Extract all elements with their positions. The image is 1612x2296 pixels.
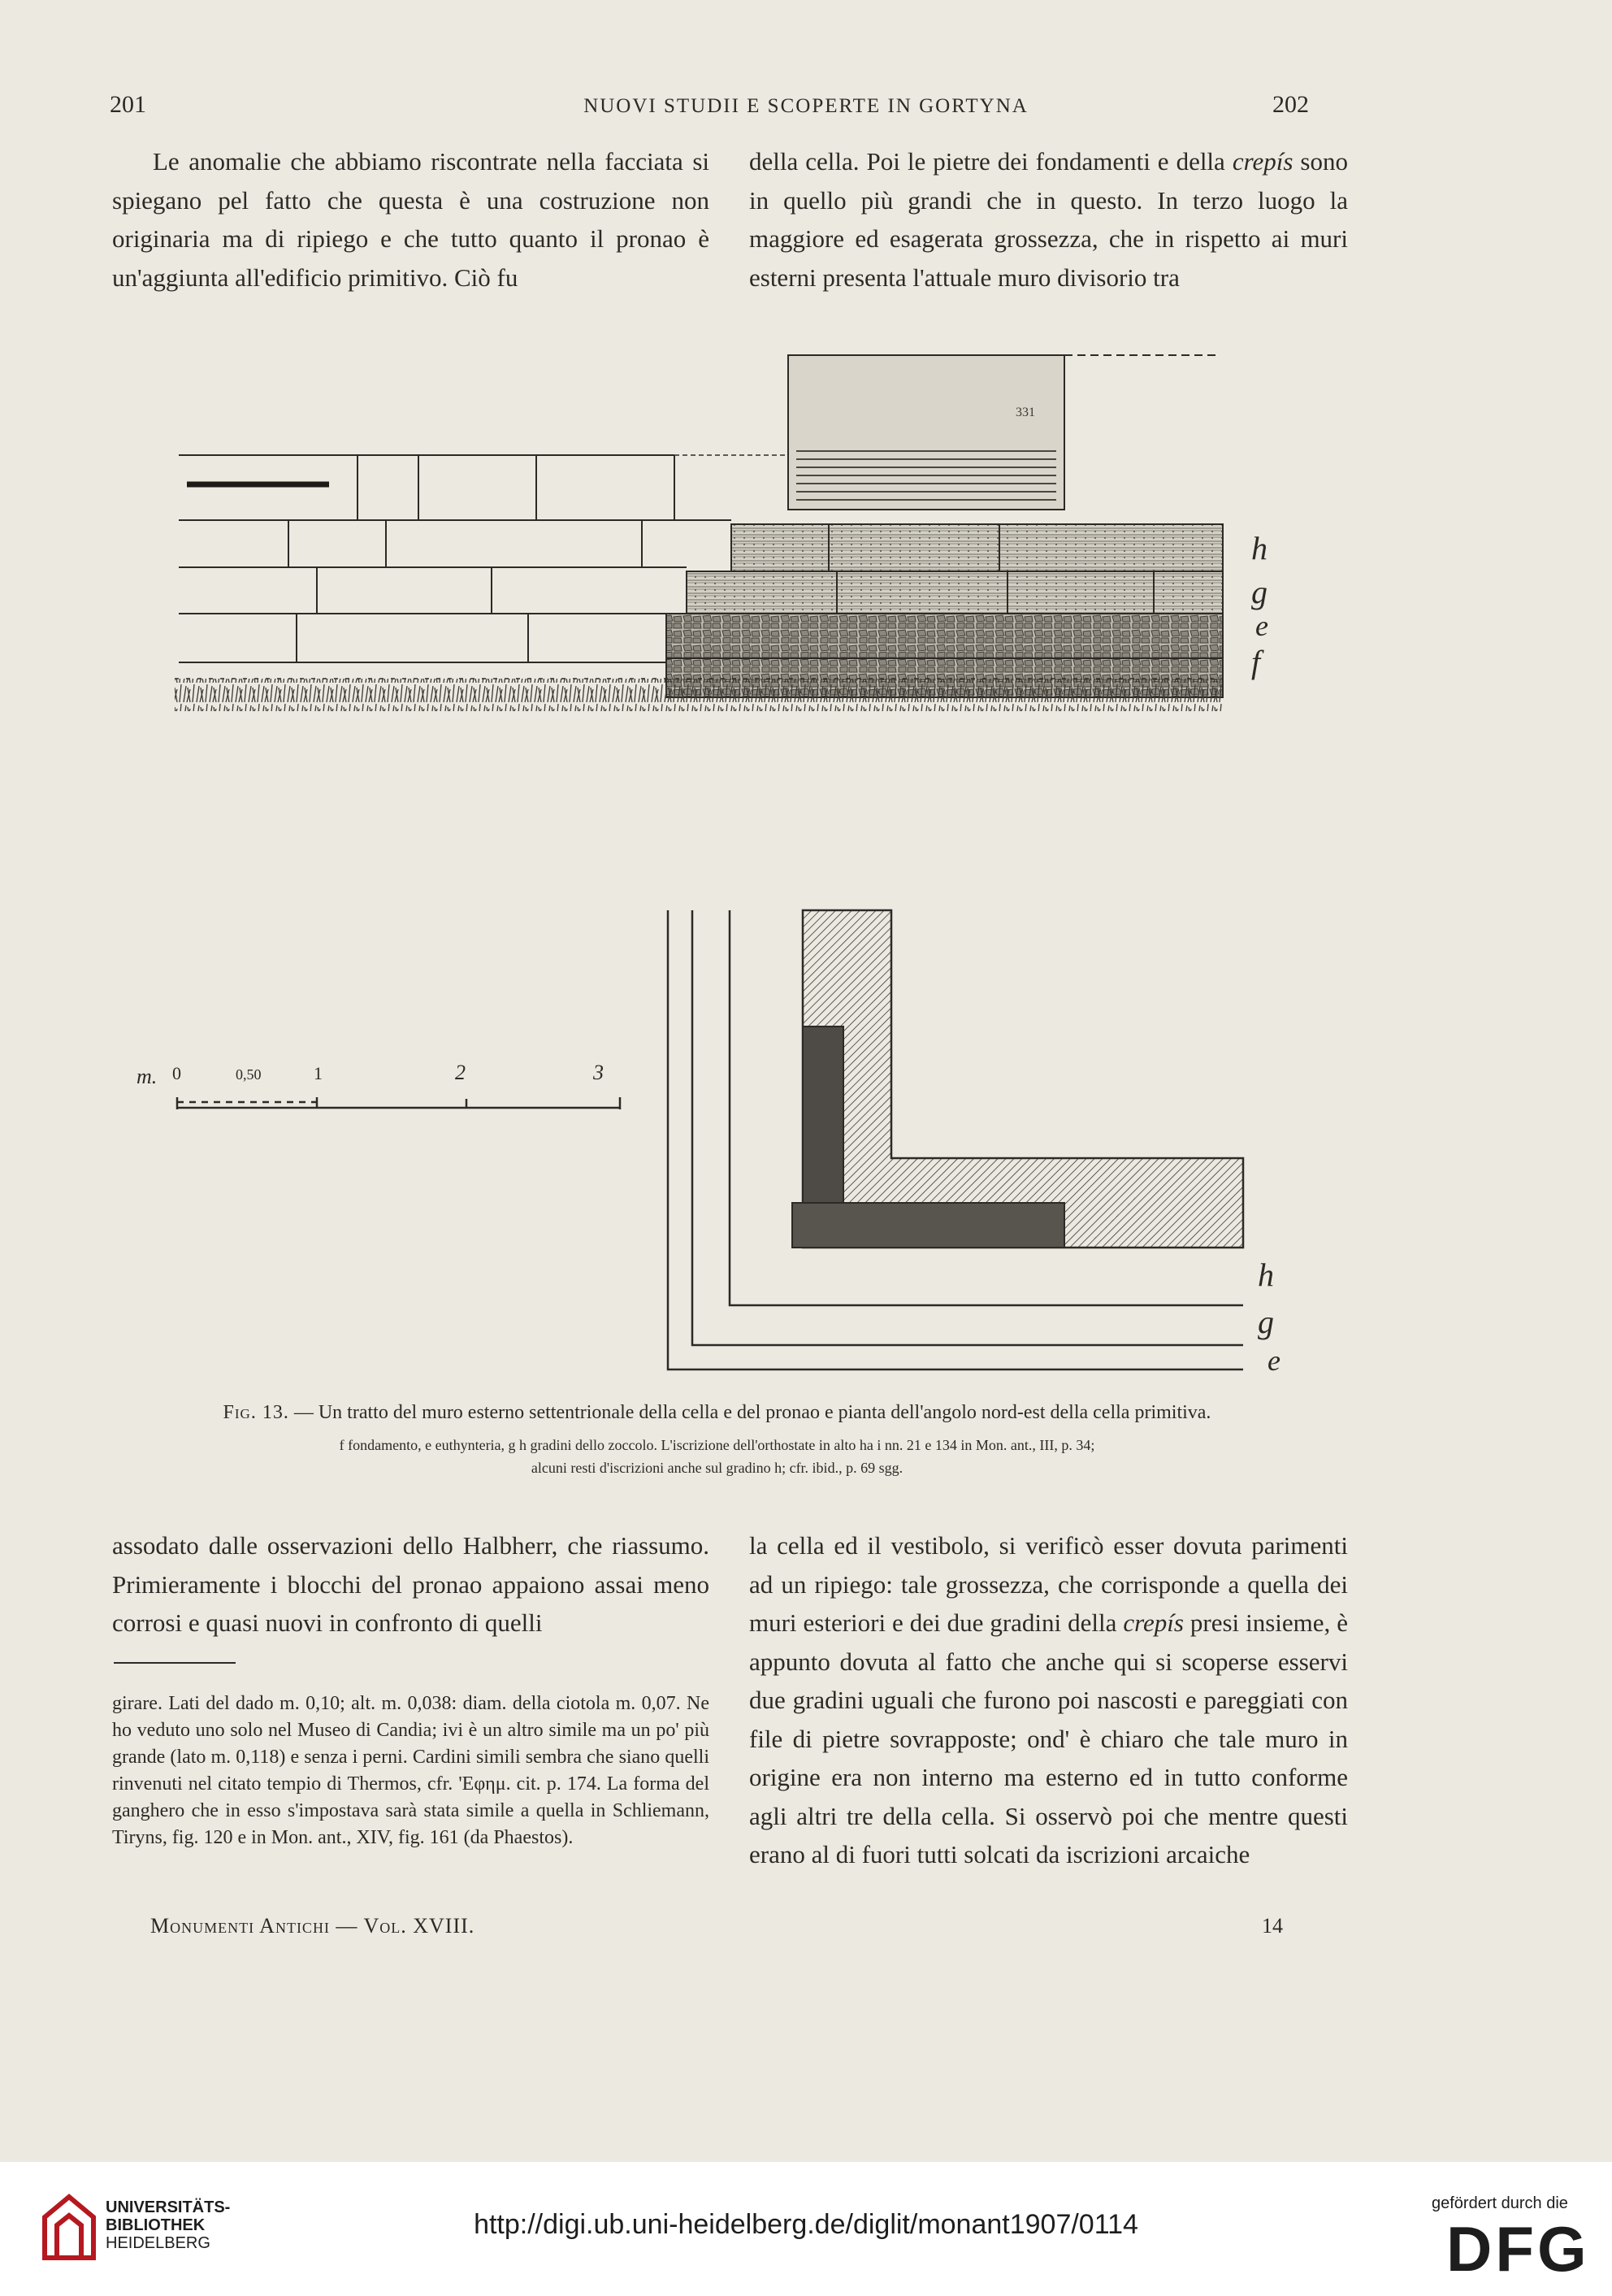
running-title: NUOVI STUDII E SCOPERTE IN GORTYNA: [583, 95, 1029, 117]
library-line: HEIDELBERG: [106, 2234, 210, 2252]
text-run: la cella ed il vestibolo, si verificò esser dovuta parimenti ad un ripiego: tale grossezza, che corrisponde a quella dei muri esteriori e dei due gradini della: [749, 1531, 1348, 1637]
funded-by-label: gefördert durch die: [1432, 2194, 1568, 2212]
step-block: [792, 1203, 1064, 1248]
course-g: [687, 571, 1223, 614]
digitization-url[interactable]: http://digi.ub.uni-heidelberg.de/diglit/monant1907/0114: [474, 2209, 1138, 2240]
plan-drawing: [668, 910, 1280, 1377]
top-right-column: [749, 142, 1348, 297]
scale-tick-1: 1: [314, 1063, 323, 1083]
inscription-lines: [796, 451, 1056, 500]
text-run: sono in quello più grandi che in questo. In terzo luogo la maggiore ed esagerata grossezza, che in rispetto ai muri esterni presenta l'attuale muro divisorio tra: [749, 147, 1348, 292]
label-plan-g: g: [1258, 1304, 1274, 1340]
scale-bar: [136, 1061, 620, 1109]
scale-unit: m.: [136, 1065, 158, 1088]
caption-label: Fig. 13.: [223, 1402, 289, 1423]
dfg-logo: DFG: [1446, 2213, 1590, 2285]
ground-grass: [175, 679, 1223, 711]
course-h: [731, 524, 1223, 571]
italic-term: crepís: [1232, 147, 1294, 176]
caption-title: — Un tratto del muro esterno settentrionale della cella e del pronao e pianta dell'angolo nord-est della cella primitiva.: [293, 1402, 1211, 1423]
bottom-right-column: [749, 1526, 1348, 1874]
wall-hatched: [803, 910, 1243, 1248]
label-plan-h: h: [1258, 1257, 1274, 1293]
figure-caption: [110, 1402, 1324, 1424]
caption-legend-2: alcuni resti d'iscrizioni anche sul gradino h; cfr. ibid., p. 69 sgg.: [531, 1460, 904, 1476]
scale-tick-2: 2: [455, 1061, 466, 1084]
text-run: presi insieme, è appunto dovuta al fatto che anche qui si scoperse esservi due gradini uguali che furono poi nascosti e pareggiati con file di pietre sovrapposte; ond' è chiaro che tale muro in origine era non interno ma esterno ed in tutto conforme agli altri tre della cella. Si osservò poi che mentre questi erano al di fuori tutti solcati da iscrizioni arcaiche: [749, 1608, 1349, 1868]
footnote: girare. Lati del dado m. 0,10; alt. m. 0,038: diam. della ciotola m. 0,07. Ne ho veduto uno solo nel Museo di Candia; ivi è un altro simile ma un po' più grande (lato m. 0,118) e senza i perni. Cardini simili sembra che siano quelli rinvenuti nel citato tempio di Thermos, cfr. 'Εφημ. cit. p. 174. La forma del ganghero che in esso s'impostava sarà stata simile a quella in Schliemann, Tiryns, fig. 120 e in Mon. ant., XIV, fig. 161 (da Phaestos).: [112, 1693, 709, 1848]
orthostate-block: [788, 355, 1064, 510]
bottom-left-paragraph: assodato dalle osservazioni dello Halbherr, che riassumo. Primieramente i blocchi del pronao appaiono assai meno corrosi e quasi nuovi in confronto di quelli: [112, 1531, 709, 1637]
figure-13: [0, 341, 1612, 1390]
label-elev-f: f: [1251, 644, 1261, 680]
page-number-right: 202: [1272, 91, 1309, 118]
bottom-left-column: [112, 1526, 709, 1643]
signature-mark: 14: [1262, 1914, 1283, 1938]
footnote-rule: [114, 1662, 236, 1664]
scale-tick-050: 0,50: [236, 1066, 262, 1083]
scale-tick-0: 0: [172, 1063, 181, 1083]
top-right-paragraph: [749, 142, 1348, 297]
label-elev-h: h: [1251, 530, 1268, 566]
library-line: BIBLIOTHEK: [106, 2216, 206, 2234]
top-left-paragraph: Le anomalie che abbiamo riscontrate nella facciata si spiegano pel fatto che questa è una costruzione non originaria ma di ripiego e che tutto quanto il pronao è un'aggiunta all'edificio primitivo. Ciò fu: [112, 147, 709, 292]
plan-outline-e: [668, 910, 1243, 1369]
digitization-footer: [0, 2162, 1612, 2296]
label-plan-e: e: [1268, 1344, 1280, 1377]
page-number-left: 201: [110, 91, 146, 118]
course-e: [666, 614, 1223, 658]
text-run: della cella. Poi le pietre dei fondamenti e della: [749, 147, 1225, 176]
label-elev-g: g: [1251, 574, 1268, 610]
bottom-right-paragraph: [749, 1526, 1348, 1874]
scale-tick-3: 3: [593, 1061, 604, 1084]
inscription-number: 331: [1016, 406, 1035, 419]
elevation-drawing: [175, 355, 1268, 711]
caption-legend-1: f fondamento, e euthynteria, g h gradini dello zoccolo. L'iscrizione dell'orthostate in alto ha i nn. 21 e 134 in Mon. ant., III, p. 34;: [339, 1437, 1095, 1453]
italic-term: crepís: [1123, 1608, 1184, 1637]
series-title: Monumenti Antichi — Vol. XVIII.: [150, 1914, 475, 1938]
label-elev-e: e: [1255, 610, 1268, 642]
top-left-column: [112, 142, 709, 297]
library-line: UNIVERSITÄTS-: [106, 2198, 231, 2216]
